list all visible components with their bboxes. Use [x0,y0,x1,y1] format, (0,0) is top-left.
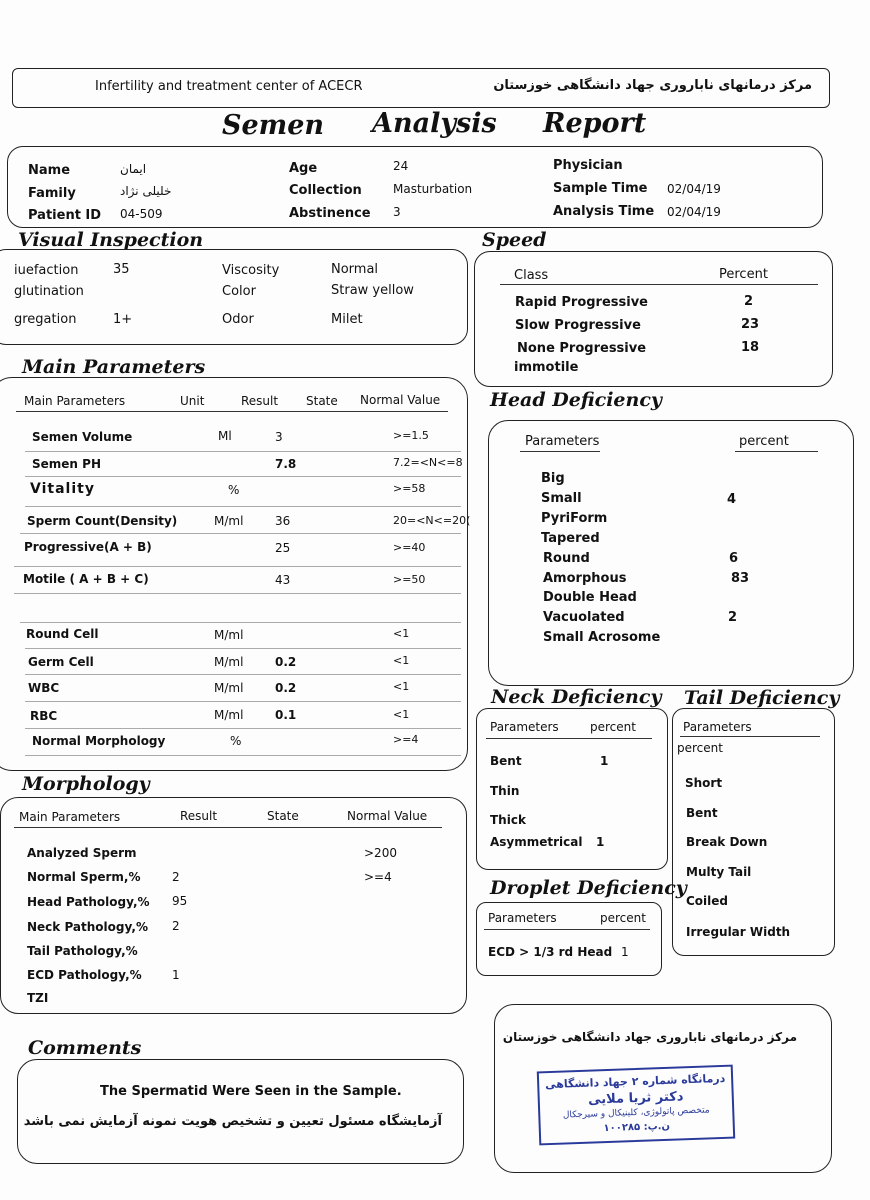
neck-header-rule [486,738,652,739]
comments-title: Comments [28,1037,142,1059]
main-row-normal: <1 [393,708,410,721]
head-row-label: Tapered [541,531,600,546]
main-row-result: 0.2 [275,681,297,695]
main-row-param: Semen PH [32,457,101,471]
main-col-unit: Unit [180,394,205,408]
head-header-rule [520,451,600,452]
main-row-param: Sperm Count(Density) [27,514,178,528]
main-row-unit: % [228,483,240,497]
tail-col-percent: percent [677,741,723,755]
tail-row-label: Coiled [686,894,729,908]
speed-col-class: Class [514,268,549,283]
main-row-rule [20,622,461,623]
speed-title: Speed [482,229,547,251]
head-row-label: Double Head [543,590,637,605]
head-row-label: Big [541,471,565,486]
neck-row-label: Asymmetrical [490,835,583,849]
morph-row-result: 2 [172,870,180,884]
morph-row-result: 2 [172,919,180,933]
morph-col-param: Main Parameters [19,810,121,824]
main-row-unit: M/ml [214,681,244,695]
head-col-percent: percent [739,434,789,449]
main-row-unit: M/ml [214,628,244,642]
main-row-normal: >=50 [393,573,426,586]
main-row-normal: 7.2=<N<=8 [393,456,463,469]
main-row-rule [25,648,461,649]
main-col-result: Result [241,394,279,408]
main-row-normal: >=4 [393,733,419,746]
morph-row-param: Tail Pathology,% [27,944,138,958]
main-col-state: State [306,394,338,408]
head-row-value: 83 [731,571,750,586]
odor-value: Milet [331,312,363,327]
main-row-rule [14,566,461,567]
main-row-param: Semen Volume [32,430,133,444]
stamp-line-4: ن.پ: ۱۰۰۲۸۵ [603,1120,671,1135]
center-name-en: Infertility and treatment center of ACECR [95,79,363,94]
name-label: Name [28,163,71,178]
droplet-col-percent: percent [600,911,646,925]
title-report: Report [543,108,647,139]
signature-center-fa: مرکز درمانهای ناباروری جهاد دانشگاهی خوزستان [502,1030,797,1044]
main-row-rule [14,593,461,594]
liquefaction-label: iuefaction [14,263,79,278]
morph-row-param: Head Pathology,% [27,895,150,909]
doctor-stamp [537,1065,735,1146]
morph-row-normal: >=4 [364,870,392,884]
visual-inspection-title: Visual Inspection [18,229,204,251]
main-row-rule [25,476,461,477]
patient-id-value: 04-509 [120,207,163,221]
tail-row-label: Bent [686,806,718,820]
main-row-rule [25,701,461,702]
droplet-col-param: Parameters [488,911,557,925]
main-row-param: Progressive(A + B) [24,540,152,554]
head-col-param: Parameters [525,434,600,449]
neck-row-value: 1 [600,754,609,768]
head-row-label: Amorphous [543,571,627,586]
main-parameters-title: Main Parameters [22,356,206,378]
main-row-unit: % [230,734,242,748]
head-row-label: Small [541,491,582,506]
speed-row-value: 23 [741,317,760,332]
main-row-normal: 20=<N<=20( [393,514,471,527]
main-row-result: 0.2 [275,655,297,669]
speed-row-label: Slow Progressive [515,318,641,333]
viscosity-value: Normal [331,262,379,277]
stamp-line-2: دکتر ثریا ملایی [587,1089,684,1108]
neck-deficiency-title: Neck Deficiency [491,686,662,708]
main-row-normal: >=58 [393,482,426,495]
abstinence-value: 3 [393,205,401,219]
main-row-unit: M/ml [214,514,244,528]
morph-col-result: Result [180,809,218,823]
main-row-rule [25,728,461,729]
main-col-normal: Normal Value [360,393,441,407]
head-row-label: PyriForm [541,511,608,526]
patient-id-label: Patient ID [28,208,102,223]
speed-row-label: Rapid Progressive [515,295,649,310]
head-row-label: Round [543,551,590,566]
neck-row-label: Bent [490,754,522,768]
morph-row-param: Analyzed Sperm [27,846,137,860]
morphology-title: Morphology [22,773,150,795]
droplet-row-label: ECD > 1/3 rd Head [488,945,613,959]
morph-header-rule [14,827,442,828]
main-row-result: 3 [275,430,283,444]
main-row-param: WBC [28,681,60,695]
main-row-param: RBC [30,709,58,723]
age-value: 24 [393,159,409,173]
morph-row-param: Normal Sperm,% [27,870,141,884]
abstinence-label: Abstinence [289,206,371,221]
speed-col-percent: Percent [719,267,768,282]
main-row-param: Normal Morphology [32,734,166,748]
main-row-param: Motile ( A + B + C) [23,572,149,586]
comments-line-2: آزمایشگاه مسئول تعیین و تشخیص هویت نمونه آزمایش نمی باشد [23,1114,442,1129]
main-col-param: Main Parameters [24,394,126,408]
analysis-time-value: 02/04/19 [667,205,721,219]
main-row-rule [20,533,461,534]
agglutination-label: glutination [14,284,84,299]
main-row-param: Round Cell [26,627,99,641]
main-row-result: 7.8 [275,457,297,471]
head-row-label: Vacuolated [543,610,625,625]
morph-row-param: ECD Pathology,% [27,968,142,982]
speed-header-rule [500,284,818,285]
main-row-param: Vitality [30,481,95,497]
comments-line-1: The Spermatid Were Seen in the Sample. [100,1084,402,1099]
head-row-value: 6 [729,551,739,566]
main-row-unit: M/ml [214,708,244,722]
speed-row-value: 2 [744,294,754,309]
head-row-value: 4 [727,492,737,507]
tail-row-label: Break Down [686,835,768,849]
main-row-normal: <1 [393,654,410,667]
odor-label: Odor [222,312,254,327]
main-row-unit: Ml [218,429,232,443]
head-deficiency-title: Head Deficiency [490,389,662,411]
main-row-normal: >=40 [393,541,426,554]
aggregation-value: 1+ [113,312,133,327]
center-name-fa: مرکز درمانهای ناباروری جهاد دانشگاهی خوزستان [493,78,812,93]
main-row-rule [25,451,461,452]
main-row-normal: <1 [393,680,410,693]
analysis-time-label: Analysis Time [553,204,655,219]
neck-row-label: Thick [490,813,526,827]
stamp-line-3: متخصص پاتولوژی، کلینیکال و سیرجکال [562,1105,710,1121]
main-row-result: 0.1 [275,708,297,722]
droplet-header-rule [484,929,650,930]
main-header-rule [16,411,448,412]
tail-row-label: Multy Tail [686,865,752,879]
tail-row-label: Irregular Width [686,925,791,939]
main-row-rule [25,674,461,675]
physician-label: Physician [553,158,623,173]
morph-row-result: 1 [172,968,180,982]
speed-row-label: immotile [514,360,579,375]
stamp-line-1: درمانگاه شماره ۲ جهاد دانشگاهی [544,1071,726,1092]
neck-col-param: Parameters [490,720,559,734]
name-value: ایمان [120,162,147,176]
droplet-deficiency-title: Droplet Deficiency [490,877,687,899]
morph-row-param: Neck Pathology,% [27,920,148,934]
collection-value: Masturbation [393,182,473,196]
main-row-normal: >=1.5 [393,429,429,442]
main-row-normal: <1 [393,627,410,640]
title-semen: Semen [222,110,325,141]
color-value: Straw yellow [331,283,414,298]
morph-row-param: TZI [27,991,49,1005]
main-row-result: 43 [275,573,291,587]
tail-deficiency-title: Tail Deficiency [684,687,840,709]
collection-label: Collection [289,183,362,198]
neck-col-percent: percent [590,720,636,734]
liquefaction-value: 35 [113,262,130,277]
viscosity-label: Viscosity [222,263,280,278]
head-row-label: Small Acrosome [543,630,661,645]
tail-col-param: Parameters [683,720,752,734]
title-analysis: Analysis [372,108,497,139]
sample-time-value: 02/04/19 [667,182,721,196]
main-row-result: 36 [275,514,291,528]
family-label: Family [28,186,76,201]
speed-row-value: 18 [741,340,760,355]
morph-col-normal: Normal Value [347,809,428,823]
tail-header-rule [680,736,820,737]
color-label: Color [222,284,256,299]
morph-row-result: 95 [172,894,188,908]
main-row-result: 25 [275,541,291,555]
droplet-row-value: 1 [621,945,629,959]
head-row-value: 2 [728,610,738,625]
main-row-rule [25,506,461,507]
age-label: Age [289,161,318,176]
main-row-rule [25,755,461,756]
neck-row-label: Thin [490,784,520,798]
tail-row-label: Short [685,776,723,790]
aggregation-label: gregation [14,312,77,327]
speed-row-label: None Progressive [517,341,647,356]
neck-row-value: 1 [596,835,605,849]
morph-col-state: State [267,809,299,823]
main-row-param: Germ Cell [28,655,94,669]
sample-time-label: Sample Time [553,181,648,196]
main-row-unit: M/ml [214,655,244,669]
morph-row-normal: >200 [364,846,397,860]
family-value: خلیلی نژاد [120,184,172,198]
head-header-rule [735,451,818,452]
comments-box [17,1059,464,1164]
